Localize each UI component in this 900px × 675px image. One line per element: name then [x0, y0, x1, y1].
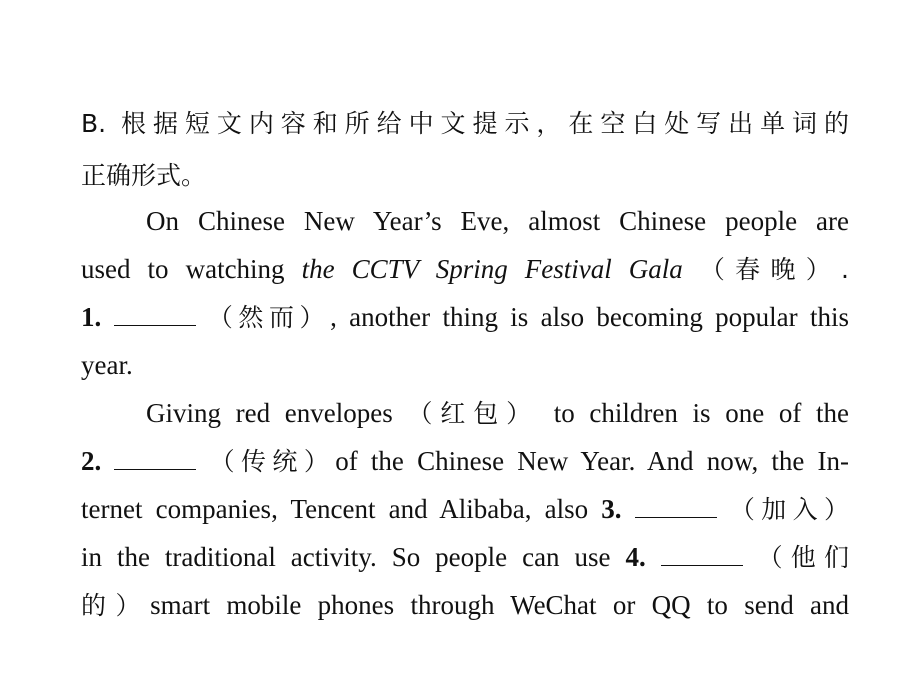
- instruction-line-2: 正确形式。: [81, 161, 207, 190]
- question-number-2: 2.: [81, 446, 102, 476]
- answer-blank-3[interactable]: [635, 497, 717, 518]
- hint-ranér: （然而）: [207, 303, 331, 332]
- passage-text: in the traditional activity. So people can use: [81, 542, 611, 572]
- passage-line-4: year.: [81, 350, 133, 380]
- answer-blank-4[interactable]: [661, 545, 743, 566]
- gala-title: the CCTV Spring Festival Gala: [301, 254, 683, 284]
- hint-tamen-part-1: （他们: [757, 543, 850, 572]
- passage-text: ternet companies, Tencent and Alibaba, also: [81, 494, 589, 524]
- passage-line-8: [81, 533, 849, 581]
- passage-line-9: [81, 581, 849, 629]
- hint-jiaru: （加入）: [729, 495, 849, 524]
- hint-chuantong: （传统）: [209, 447, 336, 476]
- passage-line-6: [81, 437, 849, 485]
- passage-line-7: [81, 485, 849, 533]
- passage-text: of the Chinese New Year. And now, the In-: [335, 446, 850, 476]
- passage-text: , another thing is also becoming popular this: [330, 302, 849, 332]
- passage-line-1: On Chinese New Year’s Eve, almost Chinese people are: [146, 206, 849, 236]
- hint-chunwan: （春晚）.: [699, 255, 849, 284]
- hint-hongbao: （红包）: [407, 399, 540, 428]
- question-number-4: 4.: [625, 542, 646, 572]
- passage-line-2: [81, 245, 849, 293]
- answer-blank-2[interactable]: [114, 449, 196, 470]
- passage-line-5: [146, 389, 849, 437]
- passage-text: smart mobile phones through WeChat or QQ to send and: [150, 590, 849, 620]
- answer-blank-1[interactable]: [114, 305, 196, 326]
- instruction-line-1: B. 根据短文内容和所给中文提示，在空白处写出单词的: [81, 109, 849, 138]
- passage-text: used to watching: [81, 254, 285, 284]
- hint-tamen-part-2: 的）: [81, 591, 151, 620]
- question-number-3: 3.: [601, 494, 622, 524]
- question-number-1: 1.: [81, 302, 102, 332]
- passage-text: to children is one of the: [553, 398, 850, 428]
- passage-text: Giving red envelopes: [146, 398, 393, 428]
- passage-line-3: [81, 293, 849, 341]
